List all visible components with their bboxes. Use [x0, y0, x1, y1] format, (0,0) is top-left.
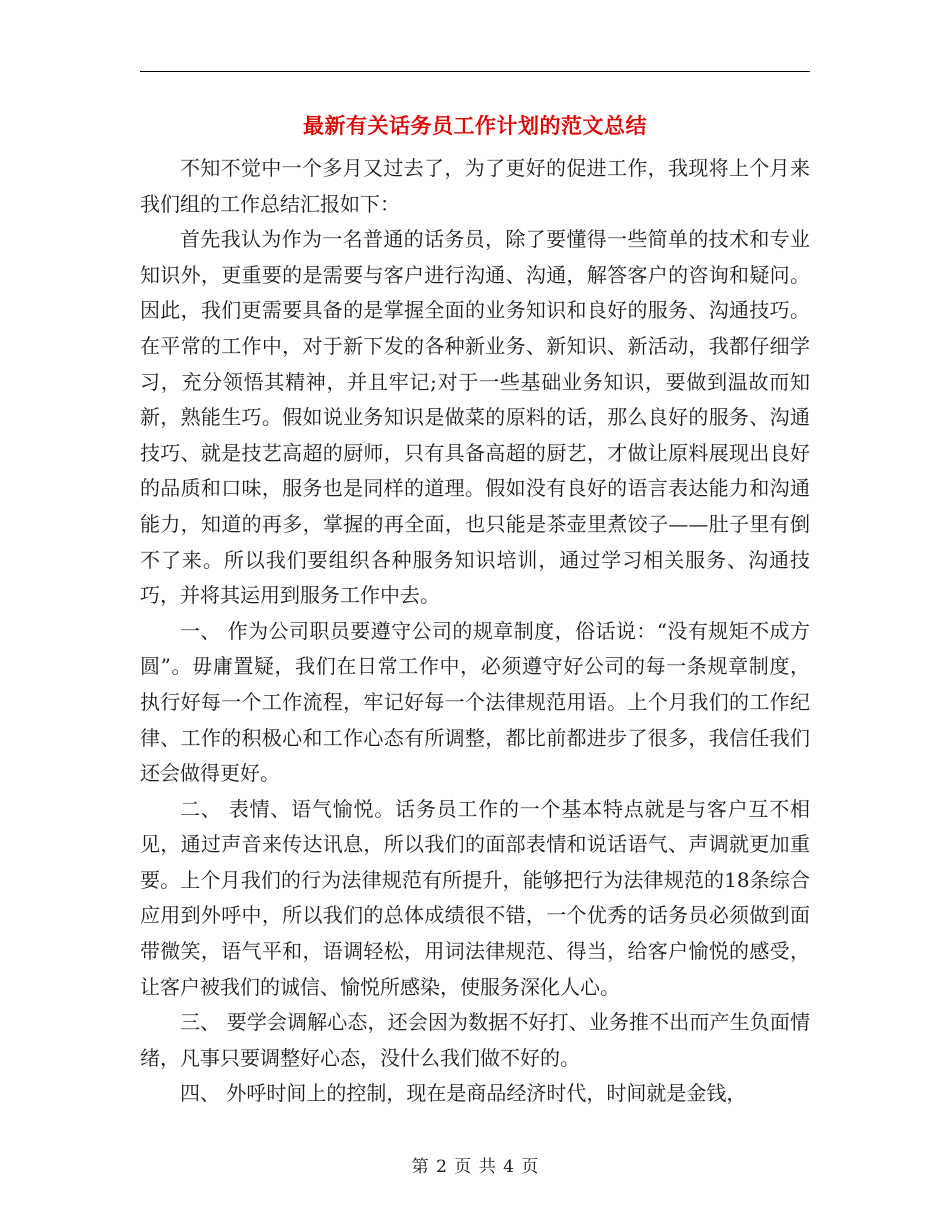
paragraph-item-2: 二、 表情、语气愉悦。话务员工作的一个基本特点就是与客户互不相见，通过声音来传达讯息，所以我们的面部表情和说话语气、声调就更加重要。上个月我们的行为法律规范有所提升，能够把行为法律规范的18条综合应用到外呼中，所以我们的总体成绩很不错，一个优秀的话务员必须做到面带微笑，语气平和，语调轻松，用词法律规范、得当，给客户愉悦的感受，让客户被我们的诚信、愉悦所感染，使服务深化人心。	[140, 796, 810, 999]
paragraph-intro: 不知不觉中一个多月又过去了，为了更好的促进工作，我现将上个月来我们组的工作总结汇报如下：	[140, 156, 810, 216]
header-rule	[140, 71, 810, 72]
document-title: 最新有关话务员工作计划的范文总结	[303, 113, 647, 138]
paragraph-first: 首先我认为作为一名普通的话务员，除了要懂得一些简单的技术和专业知识外，更重要的是需要与客户进行沟通、沟通，解答客户的咨询和疑问。因此，我们更需要具备的是掌握全面的业务知识和良好的服务、沟通技巧。在平常的工作中，对于新下发的各种新业务、新知识、新活动，我都仔细学习，充分领悟其精神，并且牢记;对于一些基础业务知识，要做到温故而知新，熟能生巧。假如说业务知识是做菜的原料的话，那么良好的服务、沟通技巧、就是技艺高超的厨师，只有具备高超的厨艺，才做让原料展现出良好的品质和口味，服务也是同样的道理。假如没有良好的语言表达能力和沟通能力，知道的再多，掌握的再全面，也只能是茶壶里煮饺子——肚子里有倒不了来。所以我们要组织各种服务知识培训，通过学习相关服务、沟通技巧，并将其运用到服务工作中去。	[140, 227, 810, 608]
paragraph-item-3: 三、 要学会调解心态，还会因为数据不好打、业务推不出而产生负面情绪，凡事只要调整好心态，没什么我们做不好的。	[140, 1010, 810, 1070]
paragraph-item-4: 四、 外呼时间上的控制，现在是商品经济时代，时间就是金钱，	[180, 1081, 747, 1106]
page-number-footer: 第 2 页 共 4 页	[411, 1157, 539, 1177]
document-body	[140, 151, 810, 1112]
paragraph-item-1: 一、 作为公司职员要遵守公司的规章制度，俗话说：“没有规矩不成方圆”。毋庸置疑，我们在日常工作中，必须遵守好公司的每一条规章制度，执行好每一个工作流程，牢记好每一个法律规范用语。上个月我们的工作纪律、工作的积极心和工作心态有所调整，都比前都进步了很多，我信任我们还会做得更好。	[140, 618, 810, 786]
